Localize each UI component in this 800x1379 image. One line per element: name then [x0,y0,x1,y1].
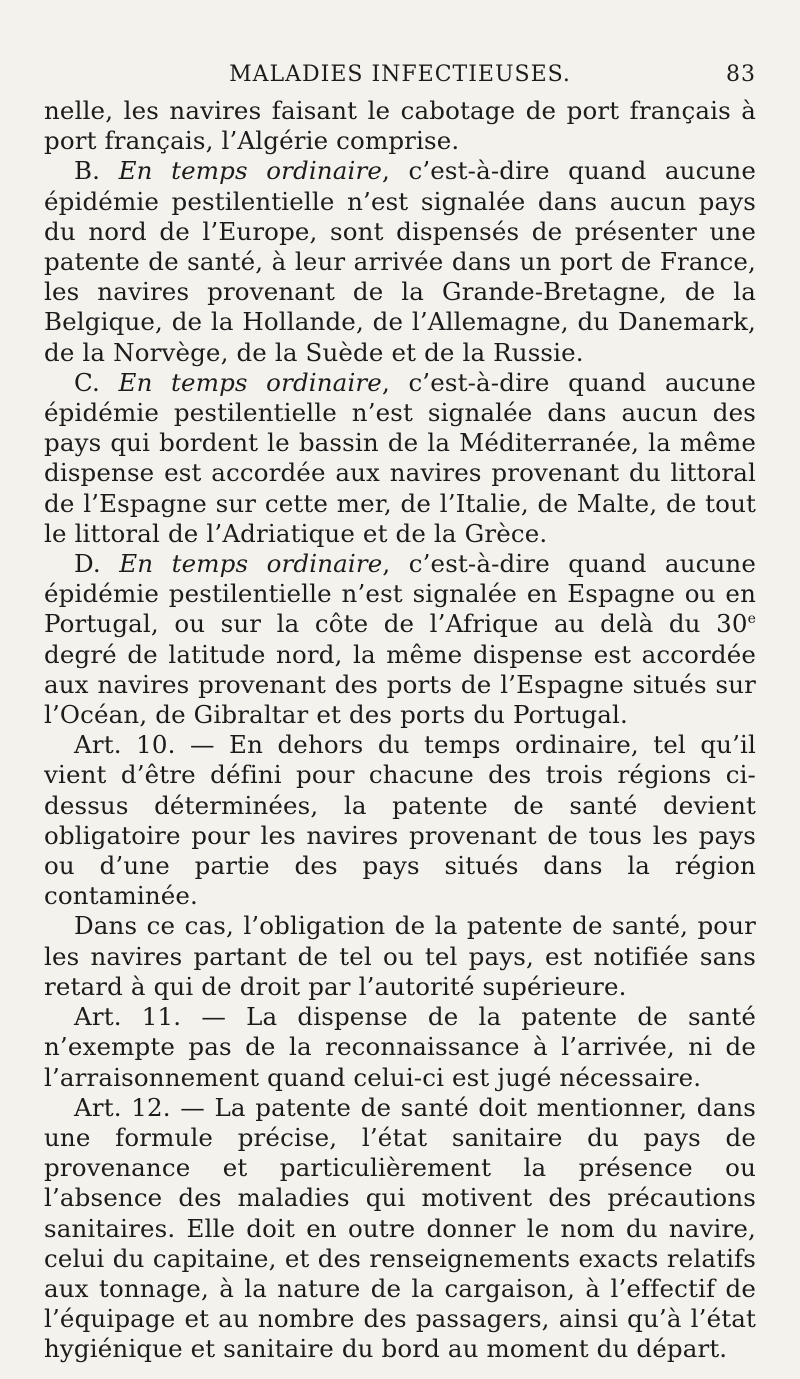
paragraph-continuation: nelle, les navires faisant le cabotage de port français à port français, l’Algérie comprise. [44,96,756,156]
italic-phrase: En temps ordinaire [118,156,382,186]
ordinal-superscript: e [747,611,756,628]
item-letter: D. [74,549,101,579]
paragraph-c: C. En temps ordinaire, c’est-à-dire quand aucune épidémie pestilentielle n’est signalée dans aucun des pays qui bordent le bassin de la Méditerranée, la même dispense est accordée aux navires provenant du littoral de l’Espagne sur cette mer, de l’Italie, de Malte, de tout le littoral de l’Adriatique et de la Grèce. [44,367,757,548]
item-letter: C. [74,367,100,397]
page-number: 83 [726,62,756,87]
running-header [44,56,756,96]
paragraph-art-10: Art. 10. — En dehors du temps ordinaire, tel qu’il vient d’être défini pour chacune des trois régions ci-dessus déterminées, la patente de santé devient obligatoire pour les navires provenant de tous les pays ou d’une partie des pays situés dans la région contaminée. [44,730,756,911]
paragraph-d: D. En temps ordinaire, c’est-à-dire quand aucune épidémie pestilentielle n’est signalée en Espagne ou en Portugal, ou sur la côte de l’Afrique au delà du 30e degré de latitude nord, la même dispense est accordée aux navires provenant des ports de l’Espagne situés sur l’Océan, de Gibraltar et des ports du Portugal. [44,549,756,730]
paragraph-art-11: Art. 11. — La dispense de la patente de santé n’exempte pas de la reconnaissance à l’arrivée, ni de l’arraisonnement quand celui-ci est jugé nécessaire. [44,1002,756,1092]
italic-phrase: En temps ordinaire [118,367,382,397]
paragraph-dans-ce-cas: Dans ce cas, l’obligation de la patente de santé, pour les navires partant de tel ou tel pays, est notifiée sans retard à qui de droit par l’autorité supérieure. [44,911,756,1001]
item-letter: B. [74,156,101,186]
italic-phrase: En temps ordinaire [119,549,383,579]
paragraph-art-12: Art. 12. — La patente de santé doit mentionner, dans une formule précise, l’état sanitaire du pays de provenance et particulièrement la présence ou l’absence des maladies qui motivent des précautions sanitaires. Elle doit en outre donner le nom du navire, celui du capitaine, et des renseignements exacts relatifs aux tonnage, à la nature de la cargaison, à l’effectif de l’équipage et au nombre des passagers, ainsi qu’à l’état hygiénique et sanitaire du bord au moment du départ. [44,1092,756,1364]
page-body [44,96,756,1365]
running-title: MALADIES INFECTIEUSES. [229,62,571,87]
paragraph-b: B. En temps ordinaire, c’est-à-dire quand aucune épidémie pestilentielle n’est signalée dans aucun pays du nord de l’Europe, sont dispensés de présenter une patente de santé, à leur arrivée dans un port de France, les navires provenant de la Grande-Bretagne, de la Belgique, de la Hollande, de l’Allemagne, du Danemark, de la Norvège, de la Suède et de la Russie. [44,156,756,367]
